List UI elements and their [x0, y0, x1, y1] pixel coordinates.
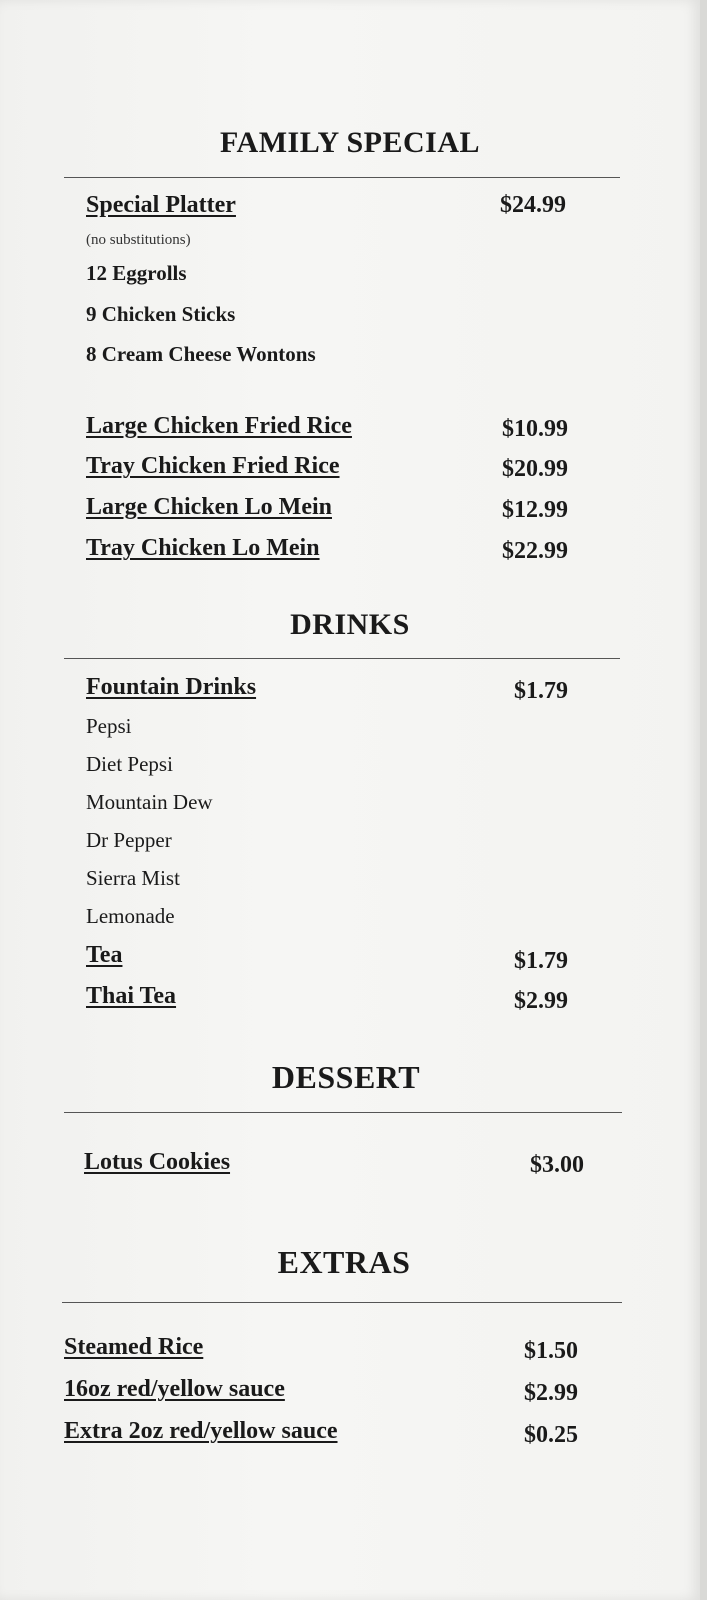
extra-item-name: Extra 2oz red/yellow sauce [64, 1418, 338, 1444]
lotus-cookies-name: Lotus Cookies [84, 1149, 231, 1175]
thai-tea-price: $2.99 [514, 988, 568, 1014]
tea-name: Tea [86, 942, 123, 968]
lotus-cookies-price: $3.00 [530, 1152, 584, 1178]
family-special-divider [64, 177, 620, 178]
fountain-drinks-name: Fountain Drinks [86, 674, 257, 700]
menu-item-name: Large Chicken Fried Rice [86, 413, 352, 439]
platter-content-item: 9 Chicken Sticks [86, 302, 236, 326]
extra-item-price: $0.25 [524, 1422, 578, 1448]
special-platter-price: $24.99 [500, 192, 566, 218]
menu-item-price: $12.99 [502, 497, 568, 523]
menu-item-price: $10.99 [502, 416, 568, 442]
platter-note: (no substitutions) [86, 232, 191, 248]
dessert-heading: DESSERT [271, 1059, 421, 1095]
drinks-heading: DRINKS [290, 608, 410, 641]
menu-item-name: Large Chicken Lo Mein [86, 494, 332, 520]
platter-content-item: 8 Cream Cheese Wontons [86, 342, 316, 366]
drink-option: Sierra Mist [86, 866, 180, 890]
platter-content-item: 12 Eggrolls [86, 261, 187, 285]
menu-item-price: $22.99 [502, 538, 568, 564]
thai-tea-name: Thai Tea [86, 983, 177, 1009]
drink-option: Mountain Dew [86, 790, 213, 814]
extra-item-price: $2.99 [524, 1380, 578, 1406]
drink-option: Pepsi [86, 714, 132, 738]
extra-item-name: Steamed Rice [64, 1334, 204, 1360]
extra-item-price: $1.50 [524, 1338, 578, 1364]
family-special-heading: FAMILY SPECIAL [219, 126, 481, 159]
drink-option: Diet Pepsi [86, 752, 173, 776]
drink-option: Dr Pepper [86, 828, 172, 852]
extra-item-name: 16oz red/yellow sauce [64, 1376, 285, 1402]
menu-item-name: Tray Chicken Fried Rice [86, 453, 340, 479]
drinks-divider [64, 658, 620, 659]
tea-price: $1.79 [514, 948, 568, 974]
special-platter-name: Special Platter [86, 192, 236, 218]
dessert-divider [64, 1112, 622, 1113]
menu-item-price: $20.99 [502, 456, 568, 482]
fountain-drinks-price: $1.79 [514, 678, 568, 704]
extras-divider [62, 1302, 622, 1303]
extras-heading: EXTRAS [277, 1244, 411, 1280]
menu-item-name: Tray Chicken Lo Mein [86, 535, 320, 561]
drink-option: Lemonade [86, 904, 175, 928]
